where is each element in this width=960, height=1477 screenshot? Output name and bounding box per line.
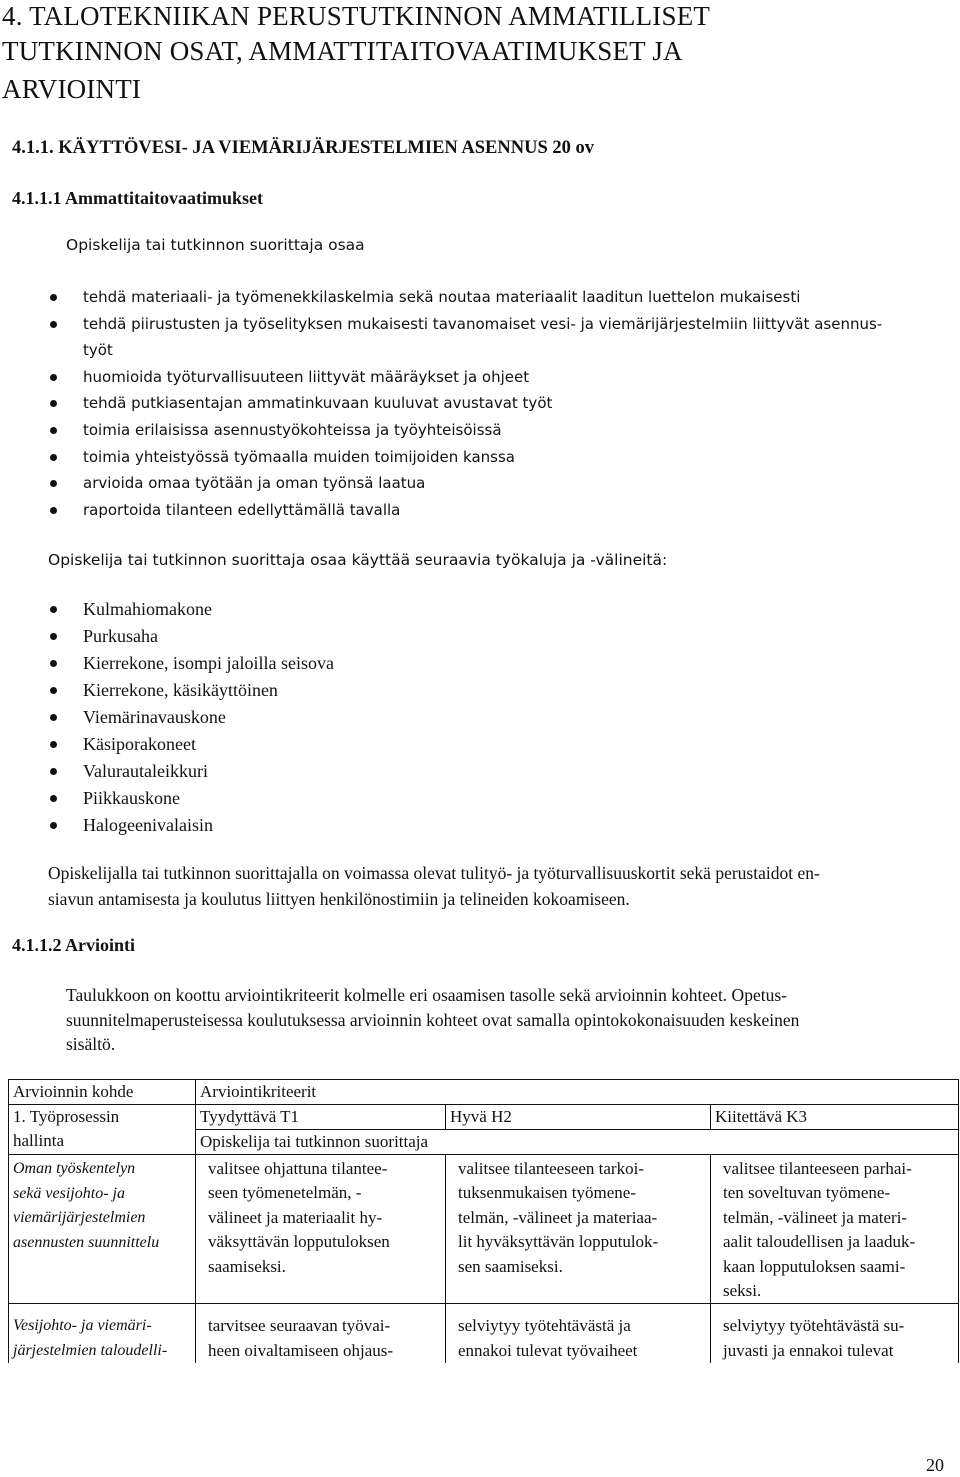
- list-item: arvioida omaa työtään ja oman työnsä laatua: [83, 470, 953, 497]
- requirements-heading: 4.1.1.1 Ammattitaitovaatimukset: [12, 188, 263, 208]
- section-heading: 4.1.1. KÄYTTÖVESI- JA VIEMÄRIJÄRJESTELMIEN ASENNUS 20 ov: [12, 138, 595, 158]
- level-k3: Kiitettävä K3: [711, 1105, 959, 1130]
- main-heading: [2, 0, 902, 109]
- main-heading-line: ARVIOINTI: [2, 74, 142, 104]
- bullet-icon: [50, 374, 57, 381]
- list-item: tehdä putkiasentajan ammatinkuvaan kuuluvat avustavat työt: [83, 390, 953, 417]
- tools-list: [83, 596, 683, 839]
- row-target: Vesijohto- ja viemäri- järjestelmien taloudelli-: [9, 1304, 196, 1364]
- list-item: Piikkauskone: [83, 785, 683, 812]
- criteria-t1: tarvitsee seuraavan työvai- heen oivaltamiseen ohjaus-: [196, 1304, 446, 1364]
- page-number: 20: [926, 1455, 944, 1475]
- header-target: Arvioinnin kohde: [9, 1080, 196, 1105]
- bullet-icon: [50, 427, 57, 434]
- bullet-icon: [50, 606, 57, 613]
- criteria-k3: selviytyy työtehtävästä su- juvasti ja ennakoi tulevat: [711, 1304, 959, 1364]
- bullet-icon: [50, 768, 57, 775]
- list-item: Kierrekone, isompi jaloilla seisova: [83, 650, 683, 677]
- list-item: Kierrekone, käsikäyttöinen: [83, 677, 683, 704]
- bullet-icon: [50, 660, 57, 667]
- main-heading-line: 4. TALOTEKNIIKAN PERUSTUTKINNON AMMATILLISET: [2, 1, 711, 31]
- assessment-table: [8, 1079, 959, 1363]
- list-item: Kulmahiomakone: [83, 596, 683, 623]
- table-header-row: [9, 1080, 959, 1105]
- list-item: huomioida työturvallisuuteen liittyvät määräykset ja ohjeet: [83, 364, 953, 391]
- list-item: Halogeenivalaisin: [83, 812, 683, 839]
- level-t1: Tyydyttävä T1: [196, 1105, 446, 1130]
- bullet-icon: [50, 507, 57, 514]
- table-row: [9, 1304, 959, 1364]
- list-item: Käsiporakoneet: [83, 731, 683, 758]
- bullet-icon: [50, 321, 57, 328]
- main-heading-line: TUTKINNON OSAT, AMMATTITAITOVAATIMUKSET JA: [2, 36, 683, 66]
- tools-intro: Opiskelija tai tutkinnon suorittaja osaa käyttää seuraavia työkaluja ja -välineitä:: [48, 551, 668, 569]
- list-item: Purkusaha: [83, 623, 683, 650]
- level-h2: Hyvä H2: [446, 1105, 711, 1130]
- intro-line: Opiskelija tai tutkinnon suorittaja osaa: [66, 236, 365, 254]
- cards-note: Opiskelijalla tai tutkinnon suorittajalla on voimassa olevat tulityö- ja työturvallisuuskortit sekä perustaidot en- siavun antamisesta ja koulutus liittyen henkilönostimiin ja telineiden kokoamiseen.: [48, 863, 820, 909]
- header-criteria: Arviointikriteerit: [196, 1080, 959, 1105]
- assessment-heading: 4.1.1.2 Arviointi: [12, 935, 136, 955]
- bullet-icon: [50, 714, 57, 721]
- row-target: Oman työskentelyn sekä vesijohto- ja viemärijärjestelmien asennusten suunnittelu: [9, 1155, 196, 1304]
- process-label: 1. Työprosessin hallinta: [9, 1105, 196, 1155]
- list-item: toimia yhteistyössä työmaalla muiden toimijoiden kanssa: [83, 444, 953, 471]
- bullet-icon: [50, 795, 57, 802]
- criteria-h2: selviytyy työtehtävästä ja ennakoi tulevat työvaiheet: [446, 1304, 711, 1364]
- bullet-icon: [50, 633, 57, 640]
- criteria-k3: valitsee tilanteeseen parhai- ten soveltuvan työmene- telmän, -välineet ja materi- aalit taloudellisen ja laaduk- kaan lopputuloksen saami- seksi.: [711, 1155, 959, 1304]
- list-item: Valurautaleikkuri: [83, 758, 683, 785]
- list-item: Viemärinavauskone: [83, 704, 683, 731]
- bullet-icon: [50, 294, 57, 301]
- skills-list: [83, 284, 953, 523]
- criteria-h2: valitsee tilanteeseen tarkoi- tuksenmukaisen työmene- telmän, -välineet ja materiaa- lit hyväksyttävän lopputulok- sen saamiseksi.: [446, 1155, 711, 1304]
- list-item: tehdä piirustusten ja työselityksen mukaisesti tavanomaiset vesi- ja viemärijärjestelmiin liittyvät asennus- työt: [83, 311, 953, 364]
- bullet-icon: [50, 822, 57, 829]
- bullet-icon: [50, 454, 57, 461]
- bullet-icon: [50, 400, 57, 407]
- bullet-icon: [50, 741, 57, 748]
- list-item: raportoida tilanteen edellyttämällä tavalla: [83, 497, 953, 524]
- bullet-icon: [50, 687, 57, 694]
- assessment-text: Taulukkoon on koottu arviointikriteerit kolmelle eri osaamisen tasolle sekä arvioinnin kohteet. Opetus- suunnitelmaperusteisessa koulutuksessa arvioinnin kohteet ovat samalla opintokokonaisuuden keskeinen sisältö.: [66, 985, 800, 1054]
- table-row: [9, 1155, 959, 1304]
- criteria-t1: valitsee ohjattuna tilantee- seen työmenetelmän, - välineet ja materiaalit hy- väksyttävän lopputuloksen saamiseksi.: [196, 1155, 446, 1304]
- list-item: tehdä materiaali- ja työmenekkilaskelmia sekä noutaa materiaalit laaditun luettelon mukaisesti: [83, 284, 953, 311]
- performer-label: Opiskelija tai tutkinnon suorittaja: [196, 1130, 959, 1155]
- list-item: toimia erilaisissa asennustyökohteissa ja työyhteisöissä: [83, 417, 953, 444]
- bullet-icon: [50, 480, 57, 487]
- table-level-row: [9, 1105, 959, 1130]
